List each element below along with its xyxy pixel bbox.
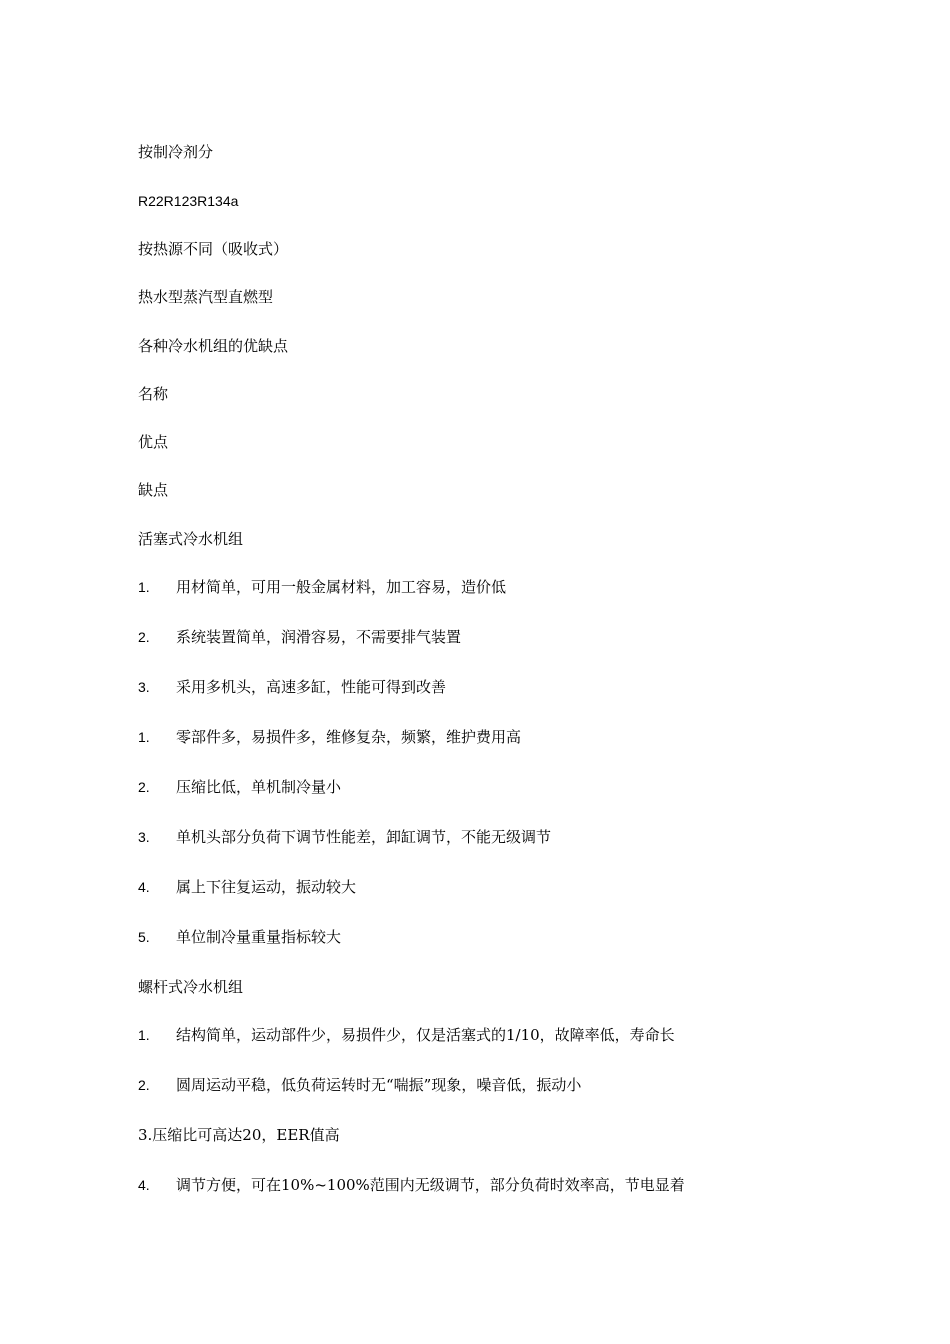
line-text: 活塞式冷水机组 bbox=[138, 530, 244, 548]
heading-refrigerant bbox=[138, 142, 213, 162]
refrigerant-list bbox=[138, 191, 238, 211]
list-number: 3. bbox=[138, 679, 150, 695]
heading-pros-cons bbox=[138, 336, 288, 356]
list-number: 4. bbox=[138, 879, 150, 895]
list-text: 单机头部分负荷下调节性能差，卸缸调节，不能无级调节 bbox=[176, 828, 552, 846]
line-text: 各种冷水机组的优缺点 bbox=[138, 337, 289, 355]
line-text: 按制冷剂分 bbox=[138, 143, 214, 161]
list-item bbox=[138, 1175, 685, 1195]
list-item bbox=[138, 677, 446, 697]
list-number: 4. bbox=[138, 1177, 150, 1193]
list-number: 5. bbox=[138, 929, 150, 945]
list-item-inline bbox=[138, 1125, 340, 1145]
list-item bbox=[138, 627, 461, 647]
line-text: 名称 bbox=[138, 385, 169, 403]
list-item bbox=[138, 827, 551, 847]
column-pros bbox=[138, 432, 168, 452]
line-text: 3.压缩比可高达20，EER值高 bbox=[138, 1126, 340, 1144]
list-item bbox=[138, 1025, 675, 1045]
heat-source-types bbox=[138, 287, 273, 307]
list-number: 1. bbox=[138, 579, 150, 595]
list-text: 圆周运动平稳，低负荷运转时无“喘振”现象，噪音低，振动小 bbox=[176, 1076, 582, 1094]
list-text: 用材简单，可用一般金属材料，加工容易，造价低 bbox=[176, 578, 507, 596]
list-text: 属上下往复运动，振动较大 bbox=[176, 878, 357, 896]
list-text: 单位制冷量重量指标较大 bbox=[176, 928, 342, 946]
line-text: 按热源不同（吸收式） bbox=[138, 240, 289, 258]
list-item bbox=[138, 927, 341, 947]
list-item bbox=[138, 577, 506, 597]
line-text: 螺杆式冷水机组 bbox=[138, 978, 244, 996]
list-text: 零部件多，易损件多，维修复杂，频繁，维护费用高 bbox=[176, 728, 522, 746]
line-text: 热水型蒸汽型直燃型 bbox=[138, 288, 274, 306]
list-number: 1. bbox=[138, 1027, 150, 1043]
line-text: R22R123R134a bbox=[138, 193, 239, 209]
column-name bbox=[138, 384, 168, 404]
list-text: 采用多机头，高速多缸，性能可得到改善 bbox=[176, 678, 447, 696]
list-item bbox=[138, 777, 341, 797]
line-text: 缺点 bbox=[138, 481, 169, 499]
heading-screw-chiller bbox=[138, 977, 243, 997]
list-number: 2. bbox=[138, 629, 150, 645]
list-item bbox=[138, 727, 521, 747]
list-number: 2. bbox=[138, 779, 150, 795]
list-text: 压缩比低，单机制冷量小 bbox=[176, 778, 342, 796]
line-text: 优点 bbox=[138, 433, 169, 451]
list-item bbox=[138, 1075, 581, 1095]
heading-piston-chiller bbox=[138, 529, 243, 549]
list-text: 结构简单，运动部件少，易损件少，仅是活塞式的1/10，故障率低，寿命长 bbox=[176, 1026, 675, 1044]
list-text: 调节方便，可在10%~100%范围内无级调节，部分负荷时效率高，节电显着 bbox=[176, 1176, 685, 1194]
column-cons bbox=[138, 480, 168, 500]
list-item bbox=[138, 877, 356, 897]
list-number: 3. bbox=[138, 829, 150, 845]
list-text: 系统装置简单，润滑容易，不需要排气装置 bbox=[176, 628, 462, 646]
list-number: 2. bbox=[138, 1077, 150, 1093]
heading-heat-source bbox=[138, 239, 288, 259]
list-number: 1. bbox=[138, 729, 150, 745]
